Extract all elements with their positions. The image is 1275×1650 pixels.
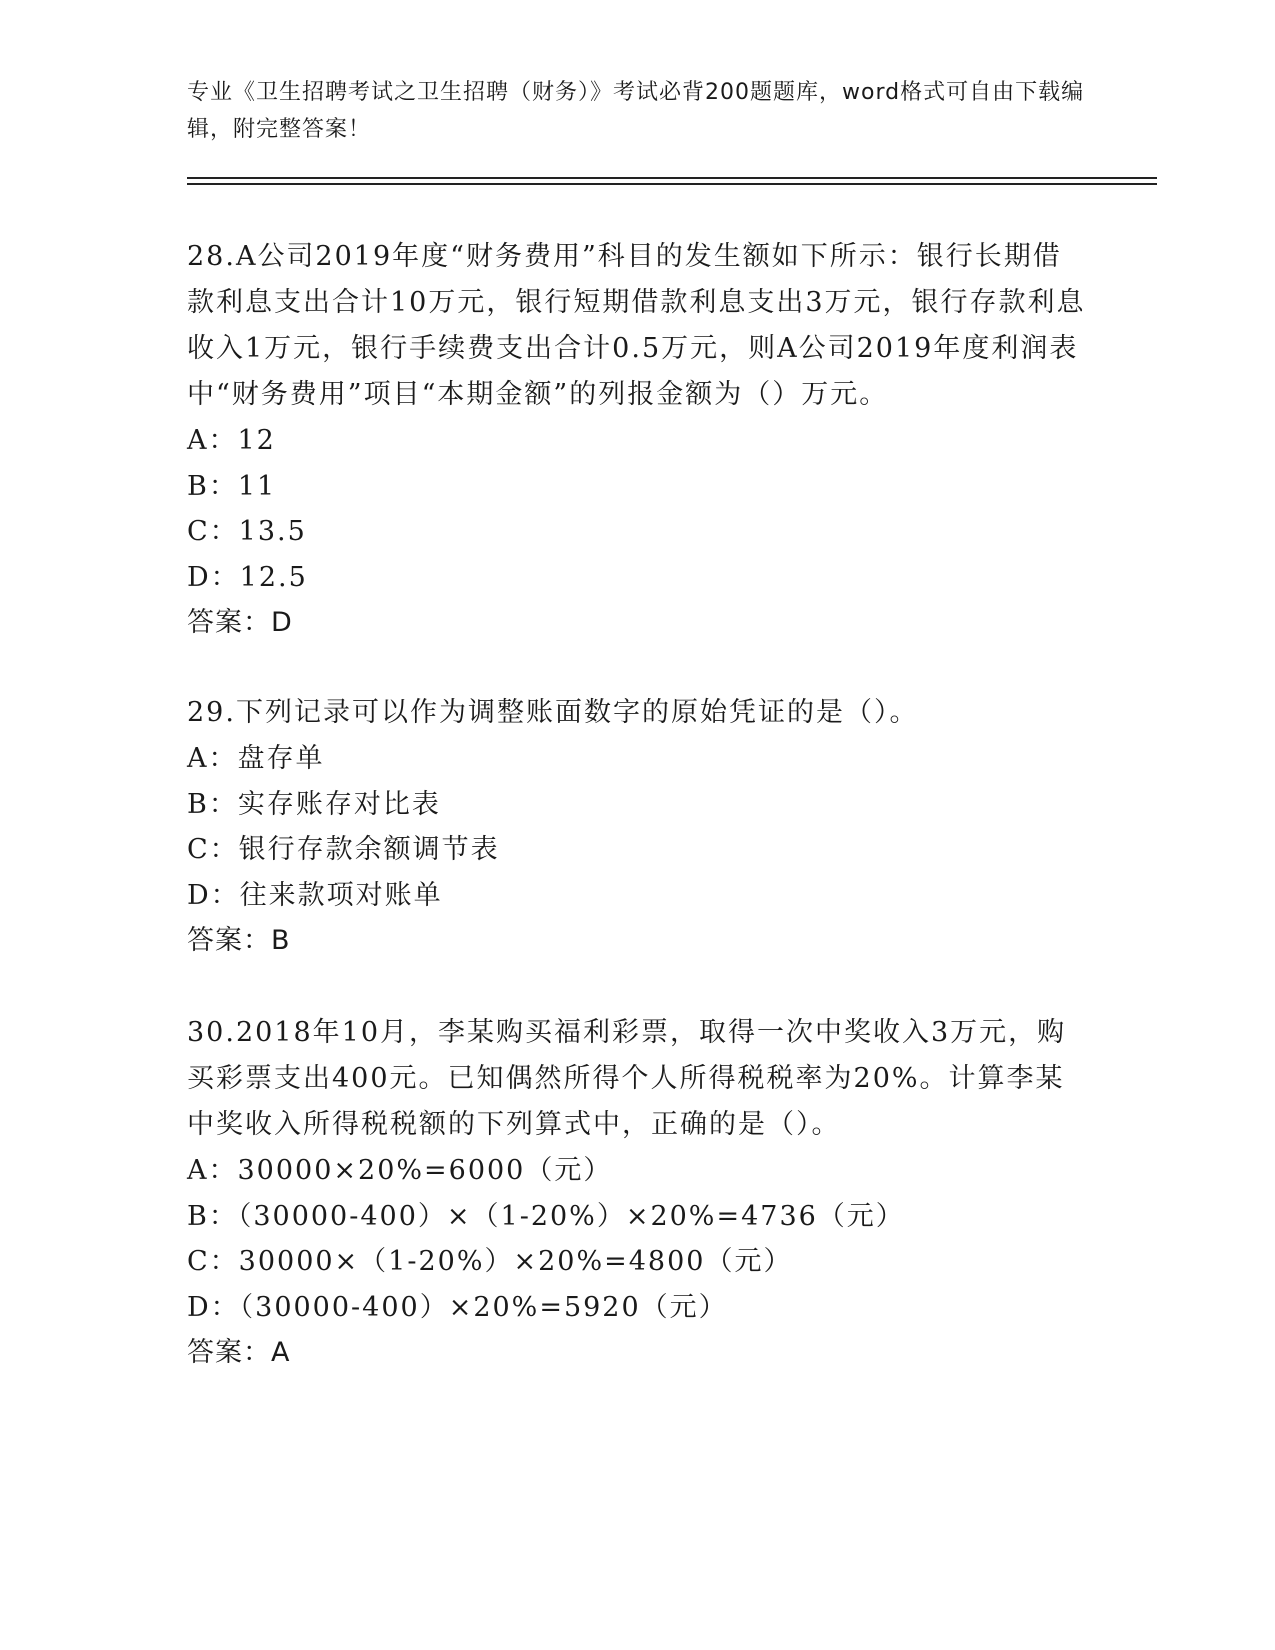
question-30 — [187, 1010, 1087, 1376]
option-d: D：12.5 — [187, 561, 308, 593]
option-b: B：（30000-400）×（1-20%）×20%=4736（元） — [187, 1200, 905, 1232]
question-stem: 28.A公司2019年度“财务费用”科目的发生额如下所示：银行长期借款利息支出合计10万元，银行短期借款利息支出3万元，银行存款利息收入1万元，银行手续费支出合计0.5万元，则A公司2019年度利润表中“财务费用”项目“本期金额”的列报金额为（）万元。 — [187, 241, 1086, 410]
question-28 — [187, 234, 1087, 646]
option-a: A：30000×20%=6000（元） — [187, 1155, 613, 1186]
option-d: D：（30000-400）×20%=5920（元） — [187, 1291, 728, 1323]
answer-line: 答案：D — [187, 607, 293, 638]
answer-line: 答案：B — [187, 925, 291, 956]
option-d: D：往来款项对账单 — [187, 879, 443, 911]
option-a: A：盘存单 — [187, 743, 325, 774]
option-c: C：银行存款余额调节表 — [187, 834, 500, 865]
option-b: B：实存账存对比表 — [187, 788, 441, 820]
option-c: C：13.5 — [187, 516, 307, 547]
document-header: 专业《卫生招聘考试之卫生招聘（财务）》考试必背200题题库，word格式可自由下载编辑，附完整答案！ — [187, 80, 1085, 142]
question-29 — [187, 690, 1087, 964]
answer-line: 答案：A — [187, 1337, 291, 1368]
option-a: A：12 — [187, 425, 276, 456]
option-b: B：11 — [187, 470, 277, 502]
question-stem: 30.2018年10月，李某购买福利彩票，取得一次中奖收入3万元，购买彩票支出400元。已知偶然所得个人所得税税率为20%。计算李某中奖收入所得税税额的下列算式中，正确的是（）。 — [187, 1017, 1067, 1140]
question-stem: 29.下列记录可以作为调整账面数字的原始凭证的是（）。 — [187, 697, 919, 728]
header-divider-top — [187, 177, 1157, 179]
option-c: C：30000×（1-20%）×20%=4800（元） — [187, 1246, 793, 1277]
header-divider-bottom — [187, 183, 1157, 185]
